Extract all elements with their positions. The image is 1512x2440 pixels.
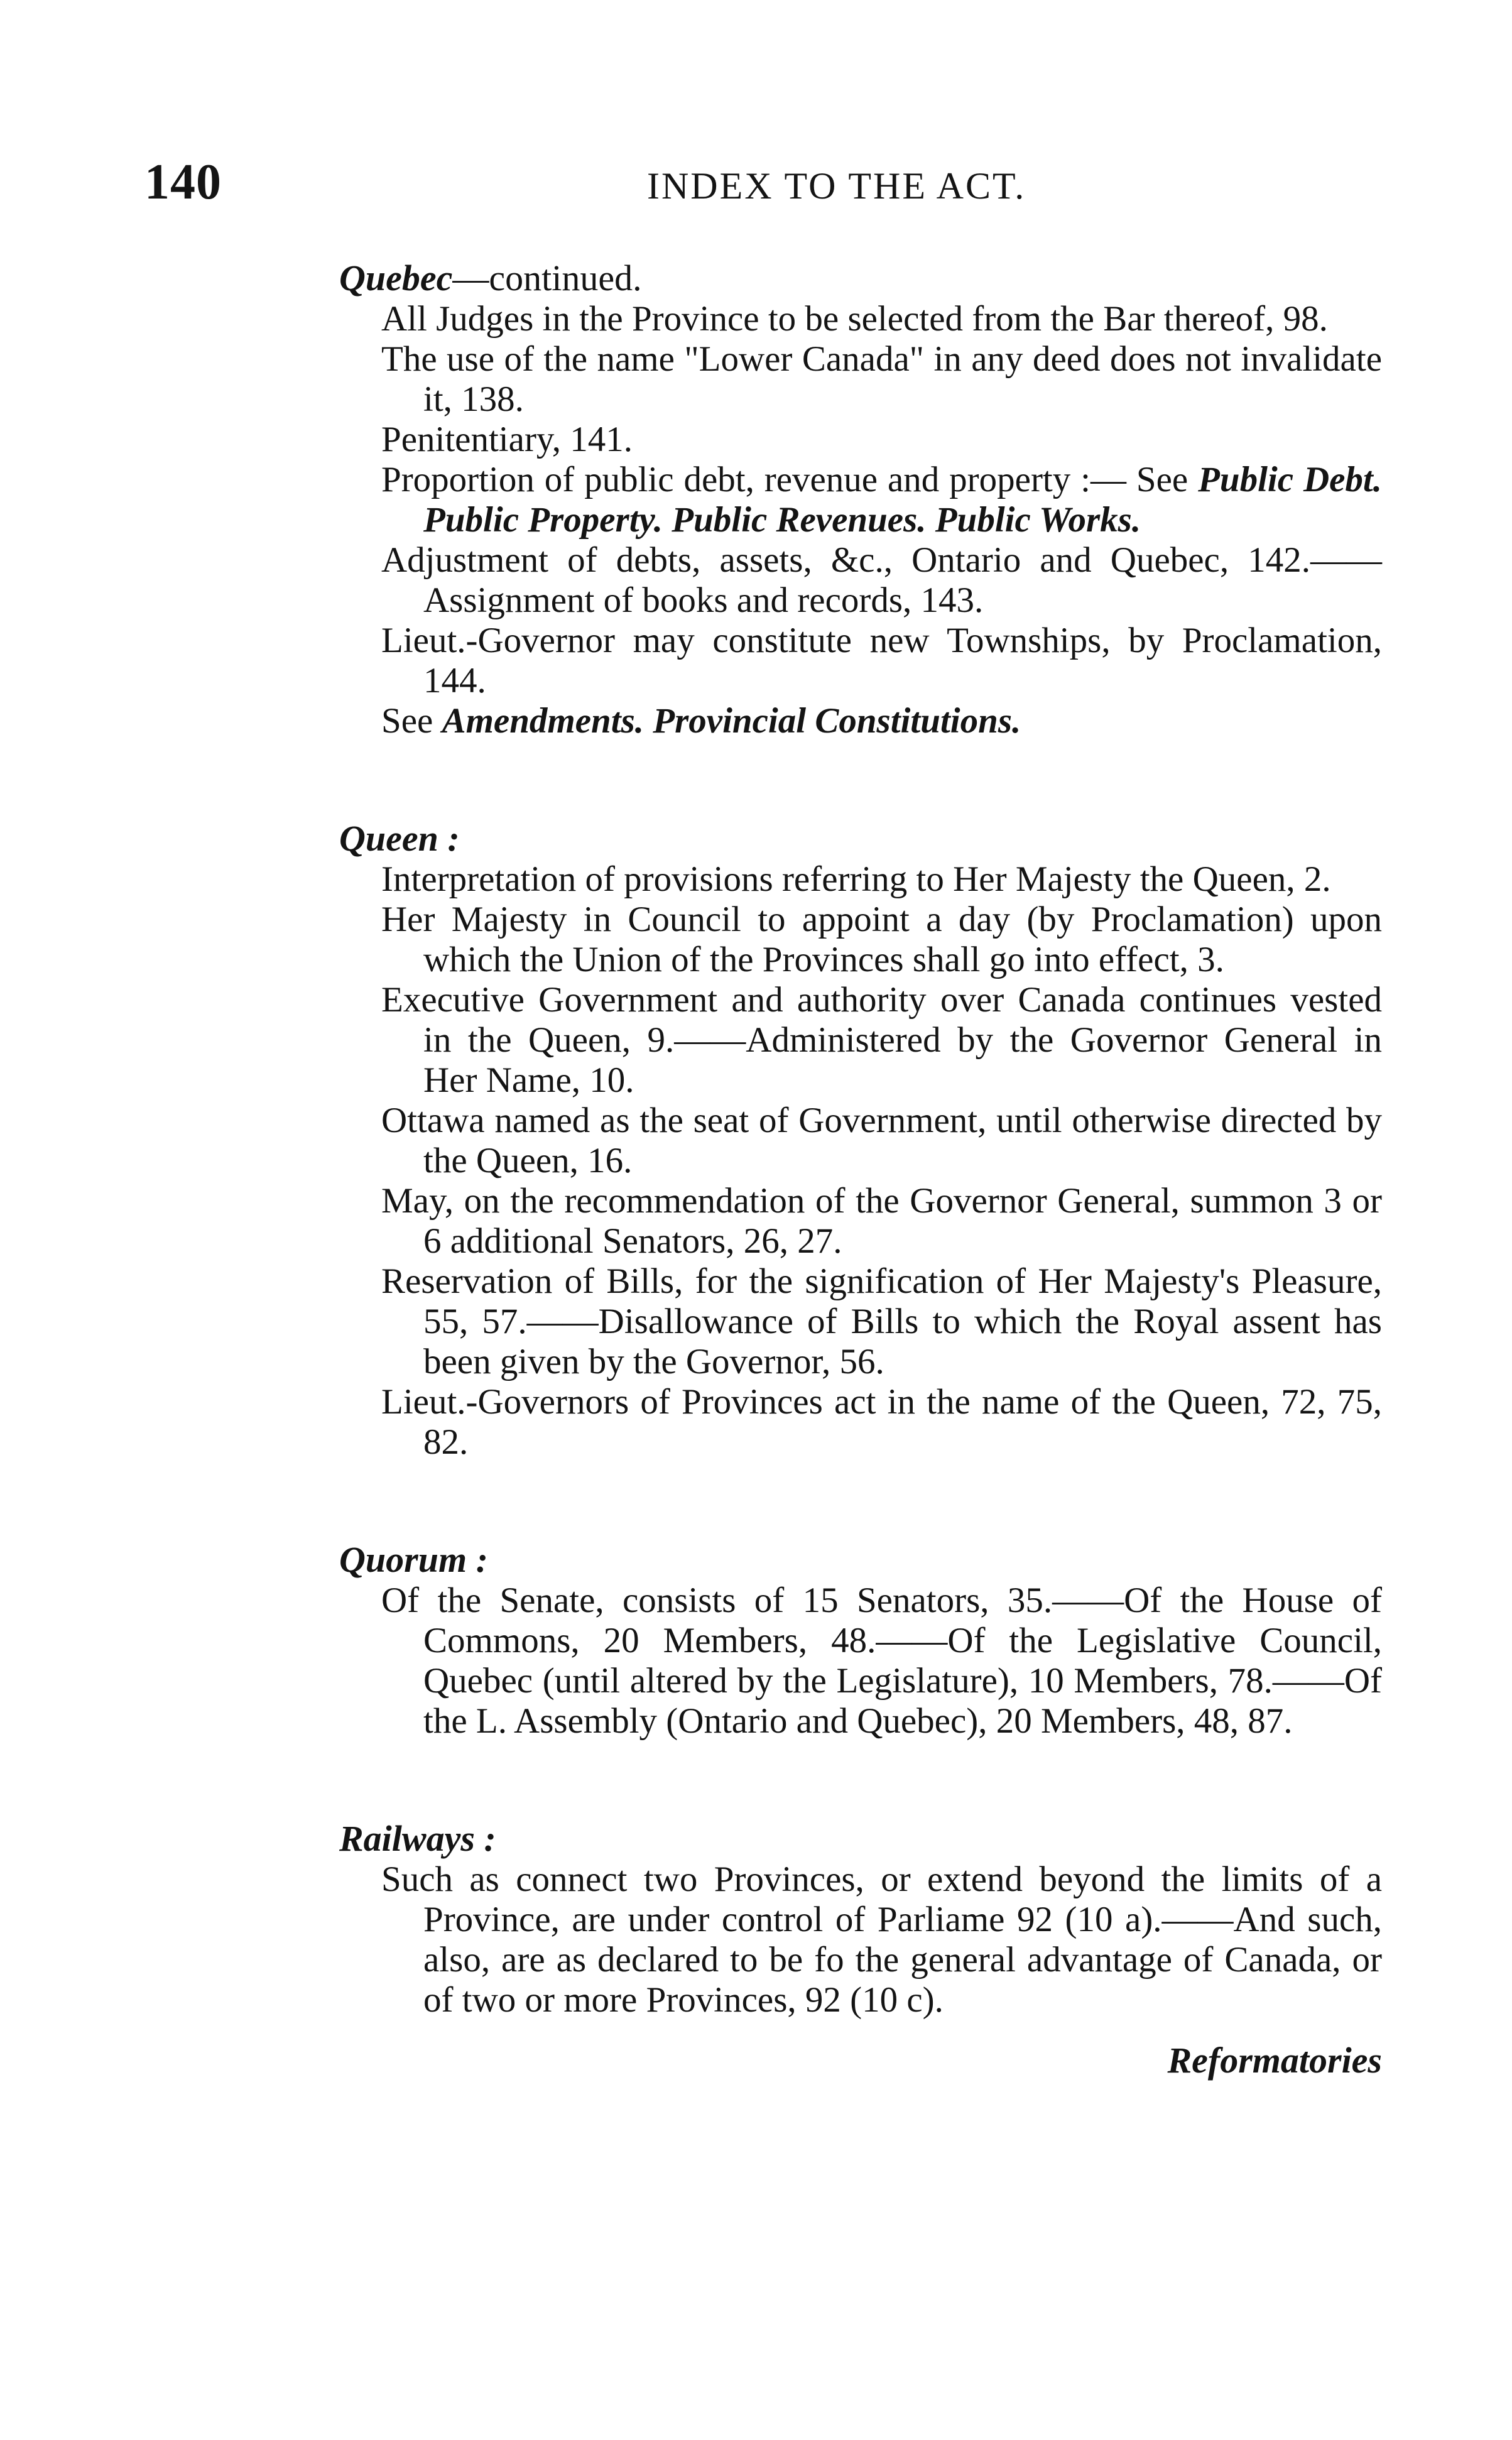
section-quebec [339,258,1382,741]
see-also-entry: See Amendments. Provincial Constitutions. [381,701,1021,741]
cross-reference: Public Property. [423,500,663,540]
index-entry: All Judges in the Province to be selected from the Bar thereof, 98. [381,299,1328,339]
index-entry: May, on the recommendation of the Governor General, summon 3 or 6 additional Senators, 26, 27. [381,1181,1382,1261]
index-entry: Of the Senate, consists of 15 Senators, 35.——Of the House of Commons, 20 Members, 48.——Of the Legislative Council, Quebec (until altered by the Legislature), 10 Members, 78.——Of the L. Assembly (Ontario and Quebec), 20 Members, 48, 87. [381,1581,1382,1741]
index-entry: Adjustment of debts, assets, &c., Ontario and Quebec, 142.——Assignment of books and records, 143. [381,540,1382,620]
index-entry: Ottawa named as the seat of Government, until otherwise directed by the Queen, 16. [381,1101,1382,1180]
index-entry: Interpretation of provisions referring to Her Majesty the Queen, 2. [381,859,1331,899]
index-content [339,258,1382,2081]
section-heading: Queen : [339,818,460,859]
index-entry: Penitentiary, 141. [381,420,633,459]
index-entry: Reservation of Bills, for the signification of Her Majesty's Pleasure, 55, 57.——Disallowance of Bills to which the Royal assent has been given by the Governor, 56. [381,1261,1382,1381]
cross-reference: Public Works. [935,500,1141,540]
cross-reference: Amendments. [442,701,645,741]
cross-reference: Public Debt. [1198,460,1383,499]
index-entry: Such as connect two Provinces, or extend beyond the limits of a Province, are under control of Parliame 92 (10 a).——And such, also, are as declared to be fo the general advantage of Canada, or of two or more Provinces, 92 (10 c). [381,1860,1382,2020]
page-number: 140 [144,155,222,210]
index-entry: Proportion of public debt, revenue and property :— See Public Debt. Public Property. Public Revenues. Public Works. [381,460,1383,540]
index-entry: Lieut.-Governor may constitute new Townships, by Proclamation, 144. [381,621,1382,700]
index-entry: Her Majesty in Council to appoint a day (by Proclamation) upon which the Union of the Provinces shall go into effect, 3. [381,900,1382,979]
section-heading: Quebec—continued. [339,258,642,298]
section-railways [339,1818,1382,2020]
section-queen [339,818,1382,1462]
index-entry: Executive Government and authority over Canada continues vested in the Queen, 9.——Administered by the Governor General in Her Name, 10. [381,980,1382,1100]
index-entry: The use of the name "Lower Canada" in any deed does not invalidate it, 138. [381,339,1382,419]
section-heading: Quorum : [339,1539,488,1580]
cross-reference: Public Revenues. [672,500,927,540]
section-quorum [339,1539,1382,1741]
catchword: Reformatories [1167,2040,1382,2081]
section-heading: Railways : [339,1818,496,1859]
cross-reference: Provincial Constitutions. [653,701,1021,741]
running-title: INDEX TO THE ACT. [647,165,1026,207]
index-entry: Lieut.-Governors of Provinces act in the name of the Queen, 72, 75, 82. [381,1382,1382,1462]
